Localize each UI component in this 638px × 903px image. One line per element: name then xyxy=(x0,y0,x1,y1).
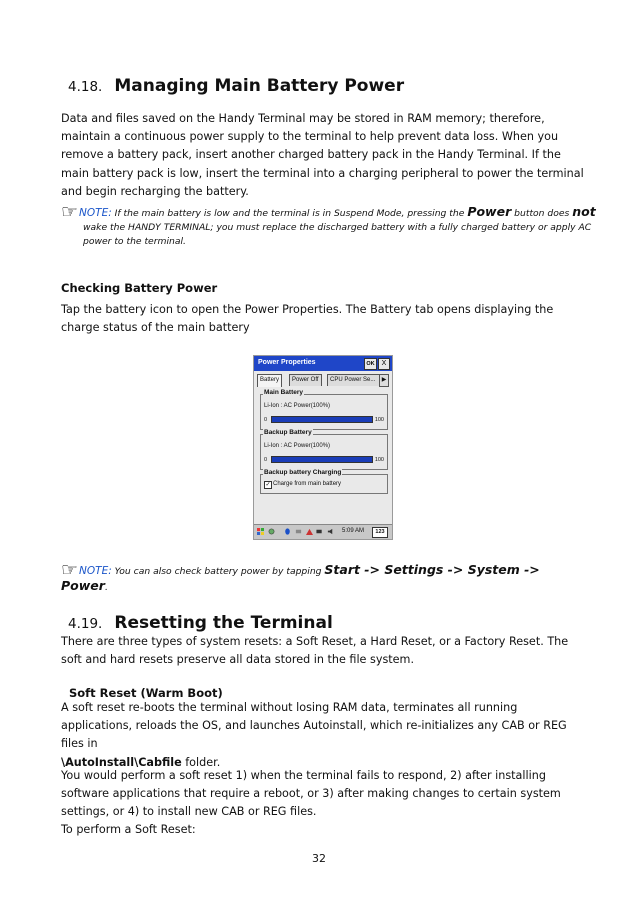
subheading-soft-reset: Soft Reset (Warm Boot) xyxy=(69,686,223,700)
tab-power-off[interactable]: Power Off xyxy=(289,374,322,386)
note-text: You can also check battery power by tapping xyxy=(111,566,325,577)
pointing-hand-icon: ☞ xyxy=(61,559,79,581)
charge-checkbox-label: Charge from main battery xyxy=(273,481,342,487)
main-battery-group xyxy=(260,389,388,430)
section-title: Resetting the Terminal xyxy=(114,613,333,633)
backup-battery-label: Backup Battery xyxy=(264,429,312,436)
note-text: button does xyxy=(511,208,573,219)
main-battery-min: 0 xyxy=(264,417,268,423)
backup-charging-label: Backup battery Charging xyxy=(264,469,342,476)
input-panel-button[interactable]: 123 xyxy=(372,527,388,538)
note-text: If the main battery is low and the terminal is in Suspend Mode, pressing the xyxy=(111,208,468,219)
note-emphasis-power: Power xyxy=(467,204,512,219)
tab-strip xyxy=(257,374,389,386)
perform-soft-reset-line: To perform a Soft Reset: xyxy=(61,823,196,836)
power-properties-screenshot xyxy=(253,355,393,540)
note-text: . xyxy=(104,582,108,593)
battery-paragraph: Data and files saved on the Handy Terminal may be stored in RAM memory; therefore, maintain a continuous power supply to the terminal to help prevent data loss. When you remove a battery pack, insert another charged battery pack in the Handy Terminal. If the main battery pack is low, insert the terminal into a charging peripheral to power the terminal and begin recharging the battery. xyxy=(61,112,584,198)
main-battery-max: 100 xyxy=(374,417,384,423)
pointing-hand-icon: ☞ xyxy=(61,201,79,223)
backup-battery-status: Li-Ion : AC Power(100%) xyxy=(264,443,331,449)
path-cabfile: Cabfile xyxy=(138,755,182,769)
connection-icon[interactable] xyxy=(295,528,302,535)
note-emphasis-path: Start -> Settings -> System -> Power xyxy=(61,562,540,593)
taskbar-clock: 5:09 AM xyxy=(342,528,365,534)
battery-note xyxy=(61,201,608,249)
note-label: NOTE: xyxy=(79,565,112,577)
soft-reset-when-paragraph: You would perform a soft reset 1) when the terminal fails to respond, 2) after installing software applications that require a reboot, or 3) after making changes to certain system settings, or 4) to install new CAB or REG files. xyxy=(61,769,561,819)
section-number: 4.18. xyxy=(68,79,103,95)
tab-cpu-power[interactable]: CPU Power Se... xyxy=(327,374,383,386)
main-battery-progress xyxy=(271,416,373,423)
checking-battery-paragraph: Tap the battery icon to open the Power Properties. The Battery tab opens displaying the charge status of the main battery xyxy=(61,303,554,335)
soft-reset-paragraph xyxy=(61,699,586,772)
page-number: 32 xyxy=(312,852,326,865)
section-heading-4-18 xyxy=(68,76,404,96)
bluetooth-icon[interactable] xyxy=(284,528,291,535)
note-text: wake the HANDY TERMINAL; you must replace the discharged battery with a fully charged battery or apply AC power to the terminal. xyxy=(83,222,592,247)
path-tail: folder. xyxy=(181,755,221,769)
taskbar xyxy=(254,524,392,539)
path-autoinstall: AutoInstall xyxy=(65,755,135,769)
section-number: 4.19. xyxy=(68,616,103,632)
subheading-checking-battery: Checking Battery Power xyxy=(61,281,218,295)
battery-icon[interactable] xyxy=(316,528,323,535)
tab-scroll-arrow-icon[interactable]: ▶ xyxy=(379,374,389,387)
note-label: NOTE: xyxy=(79,207,112,219)
dialog-title: Power Properties xyxy=(258,359,316,366)
backup-battery-min: 0 xyxy=(264,457,268,463)
close-button[interactable]: X xyxy=(378,358,390,370)
section-title: Managing Main Battery Power xyxy=(114,76,405,96)
reset-types-paragraph: There are three types of system resets: a Soft Reset, a Hard Reset, or a Factory Reset. The soft and hard resets preserve all data stored in the file system. xyxy=(61,635,569,667)
backup-battery-group xyxy=(260,429,388,470)
check-power-note xyxy=(61,559,586,595)
path-separator: \ xyxy=(61,755,66,769)
backup-charging-group xyxy=(260,469,388,494)
main-battery-status: Li-Ion : AC Power(100%) xyxy=(264,403,331,409)
dialog-title-bar xyxy=(254,356,392,371)
charge-checkbox[interactable]: ✓ xyxy=(265,482,271,488)
path-separator: \ xyxy=(134,755,139,769)
backup-battery-max: 100 xyxy=(374,457,384,463)
backup-battery-progress xyxy=(271,456,373,463)
ok-button[interactable]: OK xyxy=(364,358,377,370)
start-flag-icon[interactable] xyxy=(257,528,264,535)
network-icon[interactable] xyxy=(306,528,313,535)
speaker-icon[interactable] xyxy=(327,528,334,535)
tab-battery[interactable]: Battery xyxy=(257,374,282,387)
settings-icon[interactable] xyxy=(268,528,275,535)
main-battery-label: Main Battery xyxy=(264,389,304,396)
section-heading-4-19 xyxy=(68,613,333,633)
soft-reset-text: A soft reset re-boots the terminal without losing RAM data, terminates all running applications, reloads the OS, and launches Autoinstall, which re-initializes any CAB or REG files in xyxy=(61,701,567,751)
note-emphasis-not: not xyxy=(572,204,596,219)
